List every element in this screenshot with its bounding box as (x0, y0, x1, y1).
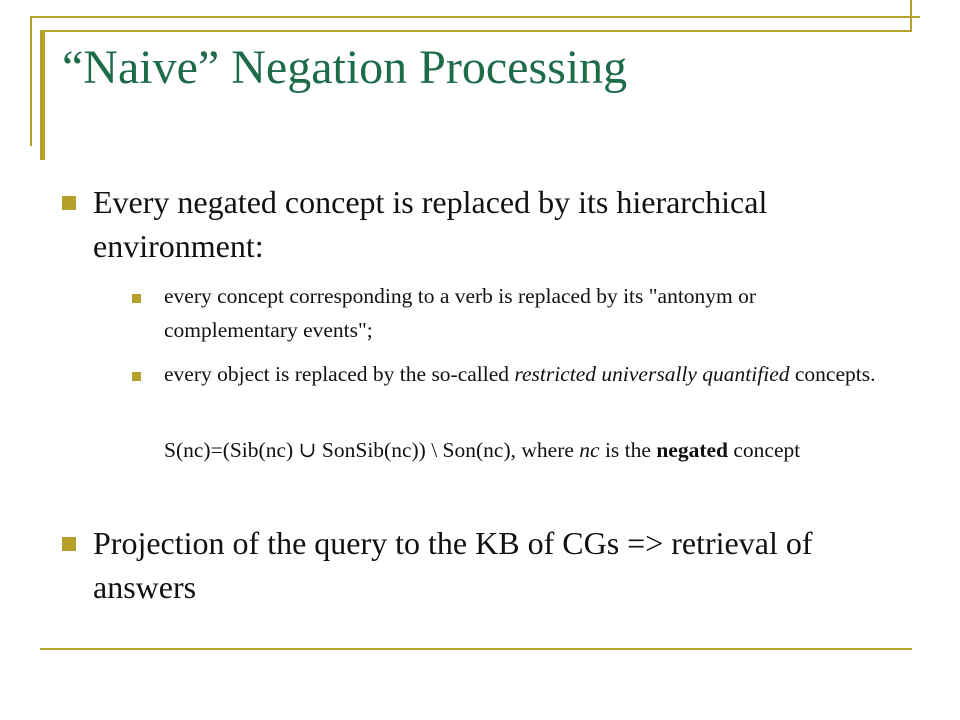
top-frame-line-inner (42, 30, 912, 32)
left-frame-bar-outer (30, 16, 32, 146)
bullet-2-text: Projection of the query to the KB of CGs => retrieval of answers (93, 525, 813, 605)
sub-bullet-2-post: concepts. (789, 362, 876, 386)
sub-bullet-2-emphasis: restricted universally quantified (514, 362, 790, 386)
bullet-2-marker (62, 537, 76, 551)
slide-title: “Naive” Negation Processing (62, 41, 628, 94)
formula-part-a: S(nc)=(Sib(nc) (164, 438, 299, 462)
sub-bullet-1-marker (132, 294, 141, 303)
bullet-1-text: Every negated concept is replaced by its hierarchical environment: (93, 184, 768, 264)
formula-strong: negated (656, 438, 728, 462)
sub-bullet-1-text: every concept corresponding to a verb is replaced by its "antonym or complementary events"; (164, 284, 757, 342)
formula-part-d: concept (727, 438, 801, 462)
bottom-frame-line (40, 648, 912, 650)
formula-text (164, 433, 894, 468)
top-frame-line (30, 16, 920, 18)
left-frame-bar (40, 30, 45, 160)
sub-bullet-2-text (164, 357, 894, 391)
union-symbol: ∪ (298, 438, 317, 463)
sub-bullet-2-pre: every object is replaced by the so-called (164, 362, 515, 386)
right-frame-bar (910, 0, 912, 32)
bullet-1-marker (62, 196, 76, 210)
sub-bullet-2-marker (132, 372, 141, 381)
formula-part-b: SonSib(nc)) \ Son(nc), where (316, 438, 580, 462)
formula-part-c: is the (599, 438, 657, 462)
formula-variable: nc (579, 438, 600, 462)
